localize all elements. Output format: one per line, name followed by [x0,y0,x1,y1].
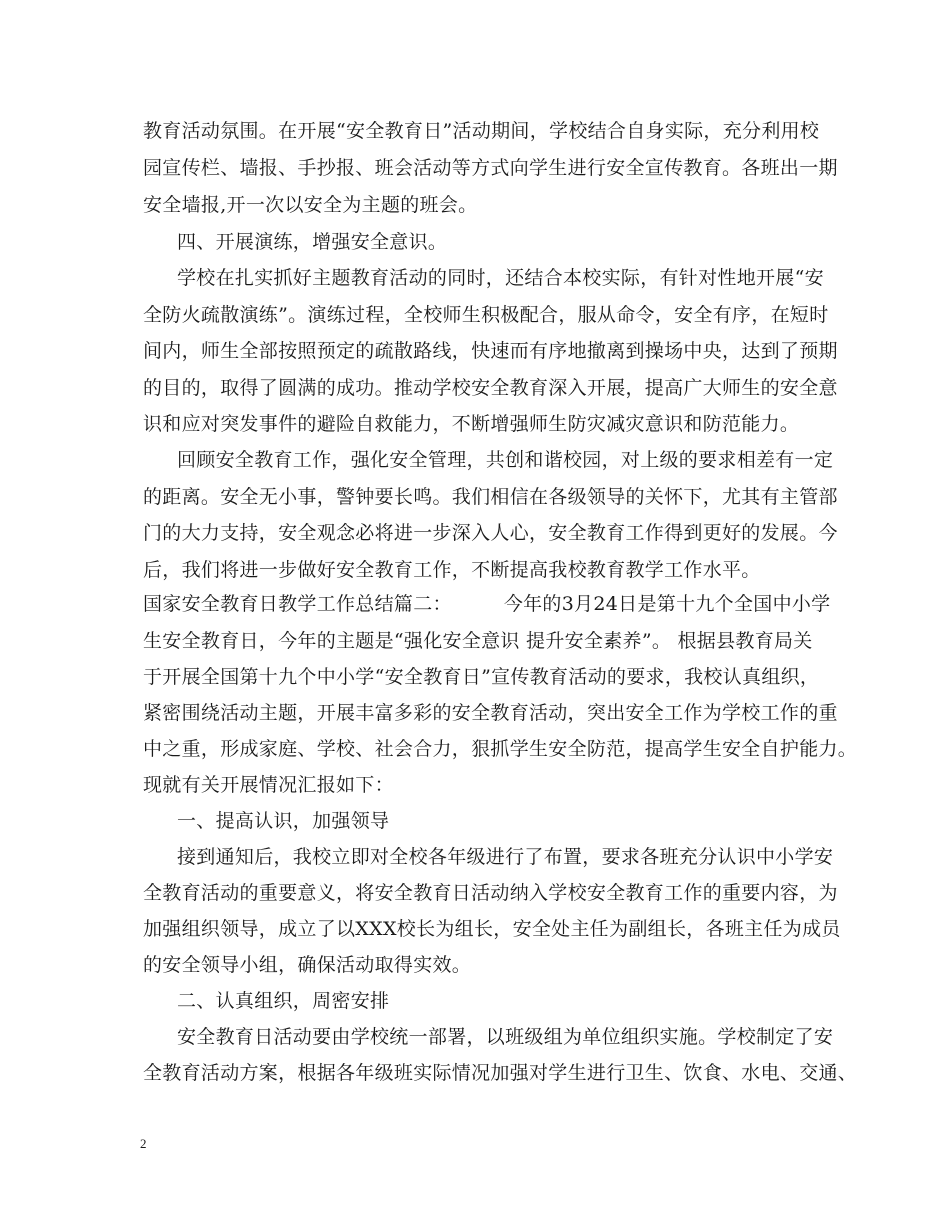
text-line: 于开展全国第十九个中小学“安全教育日”宣传教育活动的要求，我校认真组织， [143,666,820,688]
text-line: 门的大力支持，安全观念必将进一步深入人心，安全教育工作得到更好的发展。今 [143,522,838,544]
article-title-line [143,592,830,616]
text-line: 全防火疏散演练”。演练过程，全校师生积极配合，服从命令，安全有序，在短时 [143,304,829,326]
text-line: 全教育活动的重要意义，将安全教育日活动纳入学校安全教育工作的重要内容，为 [143,882,838,904]
text-line: 的距离。安全无小事，警钟要长鸣。我们相信在各级领导的关怀下，尤其有主管部 [143,486,838,508]
text-line: 园宣传栏、墙报、手抄报、班会活动等方式向学生进行安全宣传教育。各班出一期 [143,157,838,179]
text-line: 中之重，形成家庭、学校、社会合力，狠抓学生安全防范，提高学生安全自护能力。 [143,738,858,760]
section-heading: 四、开展演练，增强安全意识。 [177,231,448,253]
text-line: 生安全教育日，今年的主题是“强化安全意识 提升安全素养”。 根据县教育局关 [143,630,813,652]
text-line: 教育活动氛围。在开展“安全教育日”活动期间，学校结合自身实际，充分利用校 [143,120,820,142]
text-line: 的目的，取得了圆满的成功。推动学校安全教育深入开展，提高广大师生的安全意 [143,377,838,399]
text-line: 接到通知后，我校立即对全校各年级进行了布置，要求各班充分认识中小学安 [177,846,834,868]
text-line: 加强组织领导，成立了以XXX校长为组长，安全处主任为副组长，各班主任为成员 [143,918,841,940]
article-title: 国家安全教育日教学工作总结篇二： [143,593,452,615]
section-heading: 二、认真组织，周密安排 [177,990,390,1012]
text-line: 学校在扎实抓好主题教育活动的同时，还结合本校实际，有针对性地开展“安 [177,267,824,289]
text-line: 安全墙报,开一次以安全为主题的班会。 [143,194,478,216]
text-line: 识和应对突发事件的避险自救能力，不断增强师生防灾减灾意识和防范能力。 [143,413,800,435]
page-number: 2 [140,1136,147,1151]
section-heading: 一、提高认识，加强领导 [177,810,390,832]
text-line: 现就有关开展情况汇报如下： [143,774,394,796]
text-line: 全教育活动方案，根据各年级班实际情况加强对学生进行卫生、饮食、水电、交通、 [143,1062,858,1084]
text-line: 后，我们将进一步做好安全教育工作，不断提高我校教育教学工作水平。 [143,559,761,581]
text-line: 的安全领导小组，确保活动取得实效。 [143,954,472,976]
text-line: 回顾安全教育工作，强化安全管理，共创和谐校园，对上级的要求相差有一定 [177,449,834,471]
text-segment: 今年的3月24日是第十九个全国中小学 [503,593,831,615]
text-line: 紧密围绕活动主题，开展丰富多彩的安全教育活动，突出安全工作为学校工作的重 [143,702,838,724]
text-line: 安全教育日活动要由学校统一部署，以班级组为单位组织实施。学校制定了安 [177,1026,834,1048]
text-line: 间内，师生全部按照预定的疏散路线，快速而有序地撤离到操场中央，达到了预期 [143,340,838,362]
